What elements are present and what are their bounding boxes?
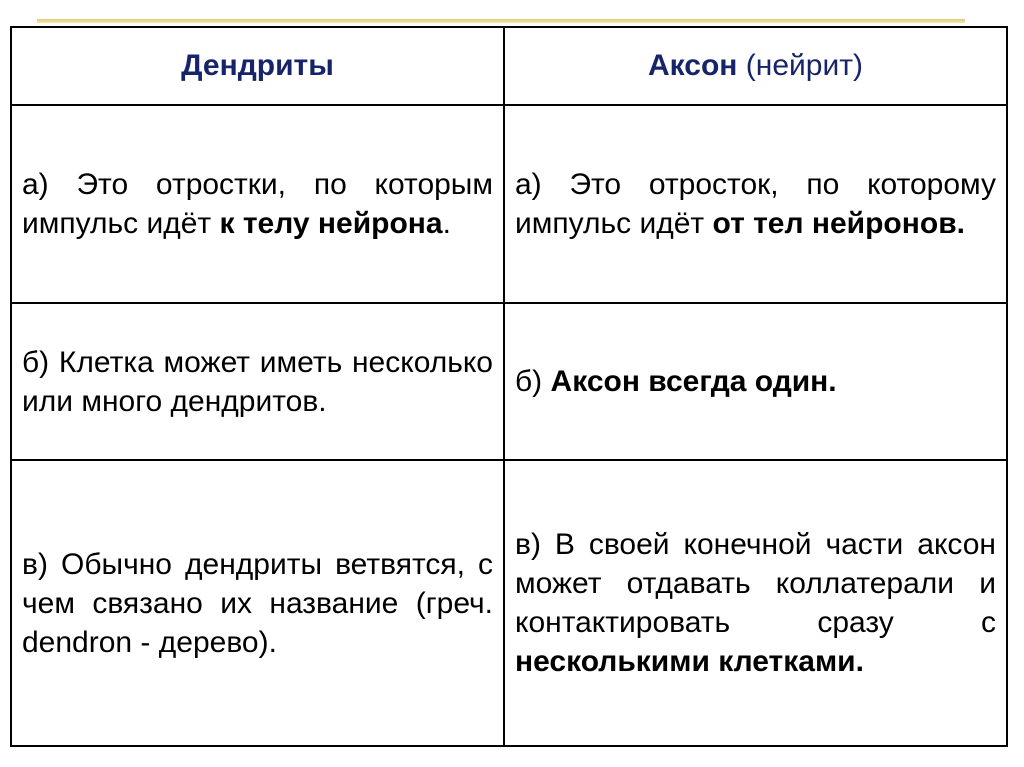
axon-text-a [515,165,996,243]
table-row [11,303,1007,460]
dendrites-a-text: а) Это отростки, по которым импульс идёт [22,168,493,240]
axon-text-c [515,525,996,681]
dendrites-cell-a [11,105,504,303]
dendrites-text-b: б) Клетка может иметь несколько или много дендритов. [22,345,493,418]
axon-cell-c [504,460,1007,746]
axon-cell-a [504,105,1007,303]
comparison-table [10,26,1008,747]
dendrites-a-tail: . [442,207,451,240]
dendrites-text-c: в) Обычно дендриты ветвятся, с чем связано их название (греч. dendron - дерево). [22,547,493,659]
axon-a-bold: от тел нейронов. [712,207,965,240]
table-row [11,460,1007,746]
axon-b-prefix: б) [515,365,543,398]
header-axon-alias: (нейрит) [745,49,863,82]
dendrites-cell-c [11,460,504,746]
table-row [11,105,1007,303]
axon-cell-b [504,303,1007,460]
dendrites-a-bold: к телу нейрона [219,207,443,240]
axon-text-b [515,362,996,401]
header-dendrites [11,27,504,105]
header-row [11,27,1007,105]
title-underline [37,19,965,23]
axon-c-bold: несколькими клетками. [515,645,864,678]
header-dendrites-label: Дендриты [181,49,334,82]
dendrites-cell-b [11,303,504,460]
axon-c-text: в) В своей конечной части аксон может отдавать коллатерали и контактировать сразу с [515,528,996,639]
axon-b-bold: Аксон всегда один. [550,365,837,398]
header-axon [504,27,1007,105]
dendrites-text-a [22,165,493,243]
header-axon-label: Аксон [648,49,738,82]
axon-a-text: а) Это отросток, по которому импульс идёт [515,168,996,240]
